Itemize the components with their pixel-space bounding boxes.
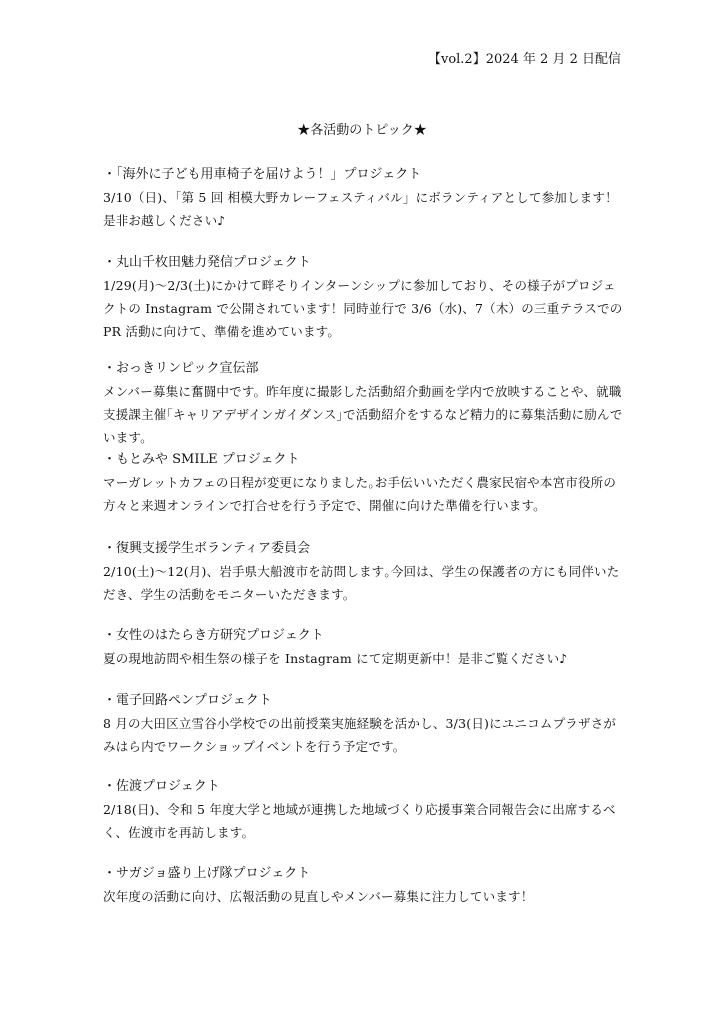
- page-heading: ★各活動のトピック★: [297, 123, 427, 138]
- topic-title: ・佐渡プロジェクト: [103, 779, 220, 794]
- topic-title: ・復興支援学生ボランティア委員会: [103, 541, 310, 556]
- topic-body: メンバー募集に奮闘中です。昨年度に撮影した活動紹介動画を学内で放映することや、就職支援課主催｢キャリアデザインガイダンス｣で活動紹介をするなど精力的に募集活動に励んでいます。: [103, 384, 623, 445]
- topic-title: ・電子回路ペンプロジェクト: [103, 693, 272, 708]
- topic-body: 3/10（日)、「第 5 回 相模大野カレーフェスティバル」にボランティアとして参加します！是非お越しください♪: [103, 190, 618, 228]
- topic-body: 8 月の大田区立雪谷小学校での出前授業実施経験を活かし、3/3(日)にユニコムプラザさがみはら内でワークショップイベントを行う予定です。: [103, 716, 617, 754]
- topic-section: [103, 625, 623, 670]
- topic-section: [103, 358, 623, 449]
- topic-title: ・丸山千枚田魅力発信プロジェクト: [103, 255, 311, 270]
- topic-body: 次年度の活動に向け、広報活動の見直しやメンバー募集に注力しています！: [103, 889, 534, 904]
- topic-title: ・「海外に子ども用車椅子を届けよう！」プロジェクト: [103, 167, 422, 182]
- topic-title: ・もとみや SMILE プロジェクト: [103, 452, 300, 467]
- topic-section: [103, 690, 623, 758]
- topic-section: [103, 449, 623, 517]
- topic-title: ・おっきリンピック宣伝部: [103, 361, 259, 376]
- issue-date: 【vol.2】2024 年 2 月 2 日配信: [427, 52, 621, 67]
- topic-title: ・サガジョ盛り上げ隊プロジェクト: [103, 866, 311, 881]
- topic-section: [103, 863, 623, 908]
- topic-body: 1/29(月)～2/3(土)にかけて畔そりインターンシップに参加しており、その様子がプロジェクトの Instagram で公開されています！同時並行で 3/6（水)、7（木）の三重テラスでの PR 活動に向けて、準備を進めています。: [103, 278, 623, 339]
- topic-section: [103, 252, 623, 343]
- topic-section: [103, 538, 623, 606]
- topic-section: [103, 776, 623, 844]
- topic-body: 2/18(日)、令和 5 年度大学と地域が連携した地域づくり応援事業合同報告会に出席するべく、佐渡市を再訪します。: [103, 802, 616, 840]
- topic-body: 2/10(土)～12(月)、岩手県大船渡市を訪問します｡今回は、学生の保護者の方にも同伴いただき、学生の活動をモニターいただきます。: [103, 564, 620, 602]
- topic-title: ・女性のはたらき方研究プロジェクト: [103, 628, 324, 643]
- topic-section: [103, 164, 623, 232]
- topic-body: マーガレットカフェの日程が変更になりました｡お手伝いいただく農家民宿や本宮市役所の方々と来週オンラインで打合せを行う予定で、開催に向けた準備を行います。: [103, 475, 617, 513]
- topic-body: 夏の現地訪問や相生祭の様子を Instagram にて定期更新中！是非ご覧ください♪: [103, 651, 568, 666]
